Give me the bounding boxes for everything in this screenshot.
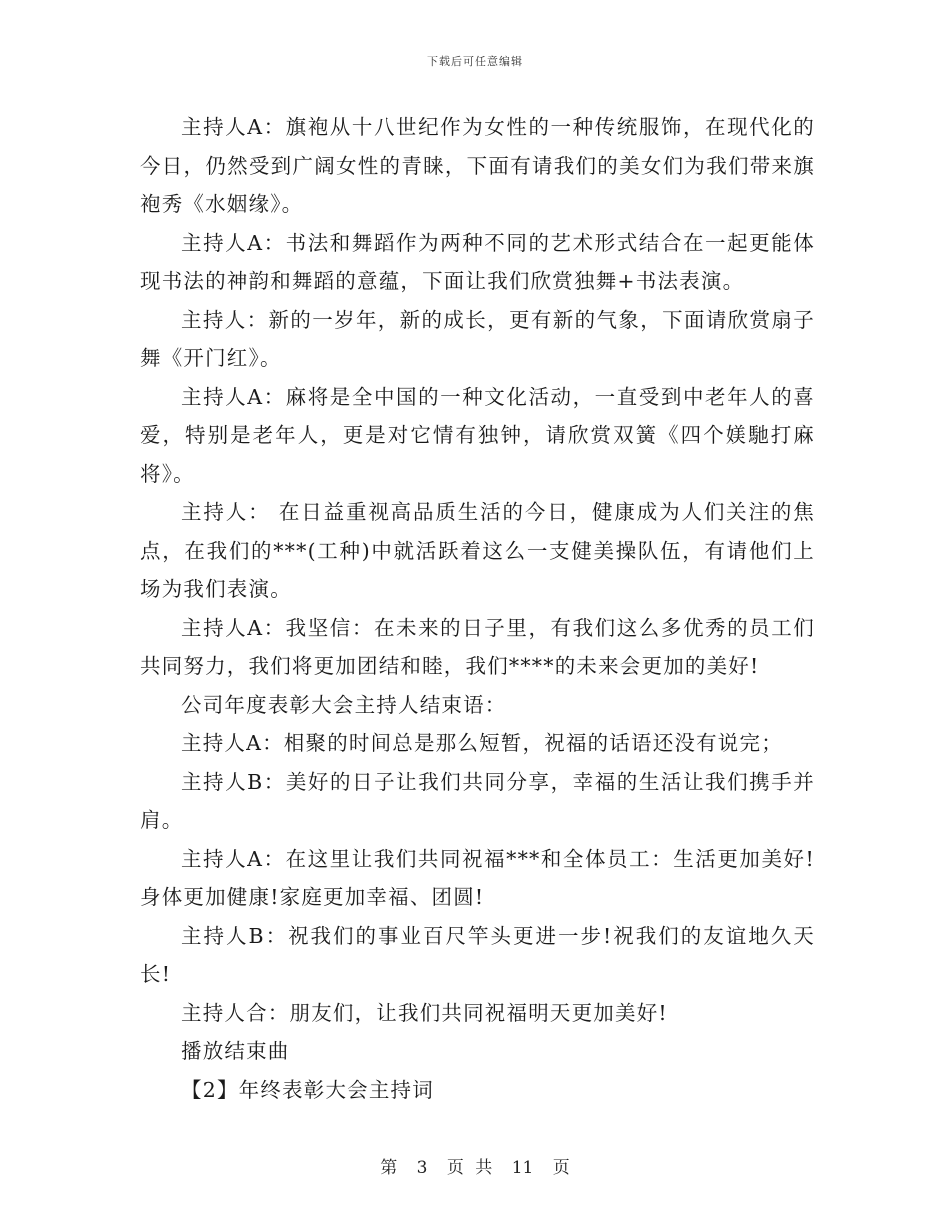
paragraph: 主持人B：祝我们的事业百尺竿头更进一步!祝我们的友谊地久天长!	[140, 923, 815, 986]
paragraph: 公司年度表彰大会主持人结束语：	[181, 692, 507, 717]
footer-suffix: 页	[552, 1158, 570, 1178]
paragraph: 主持人A：麻将是全中国的一种文化活动，一直受到中老年人的喜爱，特别是老年人，更是对它情有独钟，请欣赏双簧《四个媄馳打麻将》。	[140, 384, 815, 486]
paragraph: 主持人A：相聚的时间总是那么短暂，祝福的话语还没有说完；	[181, 731, 783, 755]
paragraph: 主持人A：我坚信：在未来的日子里，有我们这么多优秀的员工们共同努力，我们将更加团结和睦，我们****的未来会更加的美好!	[140, 615, 815, 678]
page-header: 下载后可任意编辑	[427, 55, 523, 68]
paragraph: 主持人：新的一岁年，新的成长，更有新的气象，下面请欣赏扇子舞《开门红》。	[140, 307, 815, 370]
section-heading: 【2】年终表彰大会主持词	[181, 1077, 434, 1102]
paragraph: 主持人A：旗袍从十八世纪作为女性的一种传统服饰，在现代化的今日，仍然受到广阔女性的青睐，下面有请我们的美女们为我们带来旗袍秀《水姻缘》。	[140, 115, 815, 216]
paragraph: 主持人B：美好的日子让我们共同分享，幸福的生活让我们携手并肩。	[140, 769, 815, 832]
paragraph: 主持人： 在日益重视高品质生活的今日，健康成为人们关注的焦点，在我们的***(工种)中就活跃着这么一支健美操队伍，有请他们上场为我们表演。	[140, 500, 815, 601]
paragraph: 主持人A：书法和舞蹈作为两种不同的艺术形式结合在一起更能体现书法的神韵和舞蹈的意蕴，下面让我们欣赏独舞+书法表演。	[140, 230, 815, 293]
document-body	[140, 108, 815, 1109]
paragraph: 播放结束曲	[181, 1039, 290, 1063]
footer-prefix: 第	[380, 1158, 398, 1178]
page-footer	[0, 1153, 950, 1178]
footer-middle: 页 共	[446, 1158, 493, 1178]
paragraph: 主持人合：朋友们，让我们共同祝福明天更加美好!	[181, 1000, 668, 1025]
page-total: 11	[511, 1158, 534, 1178]
paragraph: 主持人A：在这里让我们共同祝福***和全体员工：生活更加美好!身体更加健康!家庭更加幸福、团圆!	[140, 846, 815, 909]
page-number: 3	[416, 1158, 428, 1178]
